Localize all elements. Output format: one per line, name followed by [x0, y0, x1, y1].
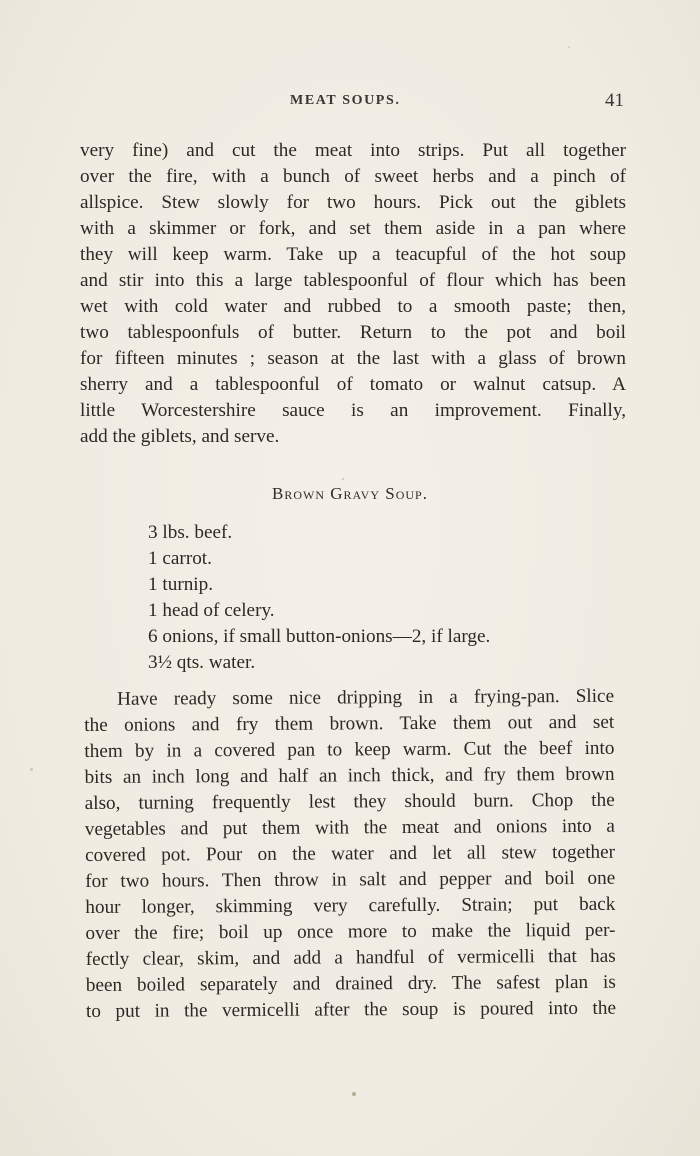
text-line: they will keep warm. Take up a teacupful of the hot soup [80, 244, 626, 265]
text-line: with a skimmer or fork, and set them aside in a pan where [80, 218, 626, 239]
text-line: allspice. Stew slowly for two hours. Pick out the giblets [80, 192, 626, 213]
ingredient-item: 6 onions, if small button-onions—2, if large. [148, 626, 491, 647]
running-head-title: MEAT SOUPS. [290, 93, 401, 108]
text-line: two tablespoonfuls of butter. Return to the pot and boil [80, 322, 626, 343]
text-line: and stir into this a large tablespoonful of flour which has been [80, 270, 626, 291]
ingredient-item: 3 lbs. beef. [148, 522, 233, 543]
ingredient-item: 1 head of celery. [148, 600, 275, 621]
text-line: fectly clear, skim, and add a handful of vermicelli that has [85, 945, 616, 970]
text-line: to put in the vermicelli after the soup is poured into the [85, 997, 617, 1022]
paper-speck [352, 1092, 356, 1096]
ingredient-item: 1 carrot. [148, 548, 212, 569]
ingredient-item: 1 turnip. [148, 574, 214, 595]
text-line: little Worcestershire sauce is an improvement. Finally, [80, 400, 626, 421]
text-line: the onions and fry them brown. Take them out and set [84, 711, 615, 736]
text-line: very fine) and cut the meat into strips. Put all together [80, 140, 626, 161]
running-head [80, 90, 626, 115]
text-line: over the fire, with a bunch of sweet herbs and a pinch of [80, 166, 626, 187]
recipe-title: Brown Gravy Soup. [272, 484, 428, 503]
text-line: vegetables and put them with the meat and onions into a [84, 815, 615, 840]
ingredient-item: 3½ qts. water. [148, 652, 256, 673]
paper-speck [342, 478, 344, 480]
text-line: wet with cold water and rubbed to a smooth paste; then, [80, 296, 626, 317]
text-line: Have ready some nice dripping in a frying-pan. Slice [117, 685, 615, 710]
paragraph-method [84, 684, 616, 1025]
text-line: them by in a covered pan to keep warm. Cut the beef into [84, 737, 615, 762]
text-line: also, turning frequently lest they should burn. Chop the [84, 789, 615, 814]
text-line: bits an inch long and half an inch thick, and fry them brown [84, 763, 615, 788]
text-line: been boiled separately and drained dry. The safest plan is [85, 971, 616, 996]
paper-speck [30, 768, 33, 771]
paper-speck [568, 46, 570, 48]
page-number: 41 [605, 90, 624, 111]
text-line: for fifteen minutes ; season at the last with a glass of brown [80, 348, 626, 369]
text-line: over the fire; boil up once more to make the liquid per- [85, 919, 616, 944]
text-line: add the giblets, and serve. [80, 426, 280, 447]
text-line: sherry and a tablespoonful of tomato or walnut catsup. A [80, 374, 626, 395]
text-line: for two hours. Then throw in salt and pepper and boil one [85, 867, 616, 892]
ingredient-list [148, 520, 490, 676]
text-line: covered pot. Pour on the water and let all stew together [84, 841, 616, 866]
text-line: hour longer, skimming very carefully. Strain; put back [85, 893, 616, 918]
paragraph-continued [80, 138, 626, 450]
